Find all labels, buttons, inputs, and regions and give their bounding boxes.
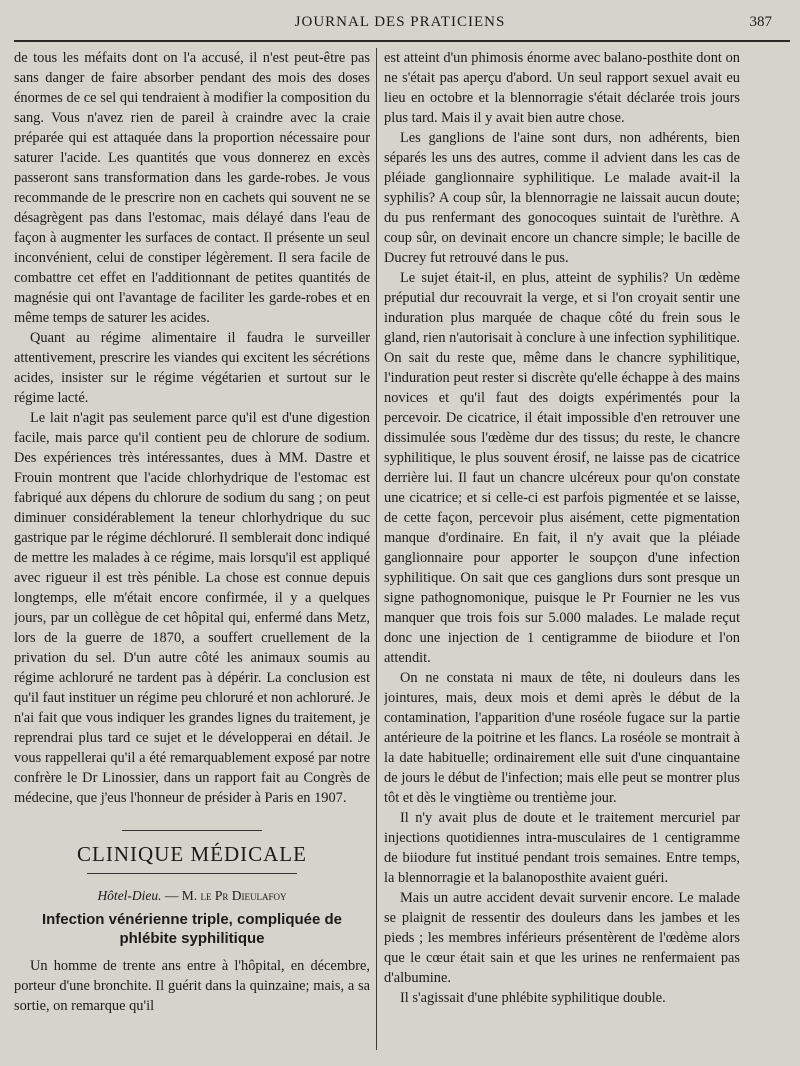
running-header bbox=[0, 14, 800, 38]
paragraph: Quant au régime alimentaire il faudra le surveiller attentivement, prescrire les viandes qui excitent les sécrétions acides, insister sur le régime végétarien et surtout sur le régime lacté. bbox=[14, 330, 370, 406]
byline-place: Hôtel-Dieu. bbox=[97, 888, 162, 903]
paragraph: de tous les méfaits dont on l'a accusé, il n'est peut-être pas sans danger de faire absorber pendant des mois des doses énormes de ce sel qui tendraient à modifier la composition du sang. Vous n'avez rien de pareil à craindre avec la craie préparée qui est attaquée dans la proportion nécessaire pour saturer l'acide. Les quantités que vous donnerez en excès passeront sans transformation dans les garde-robes. Je vous recommande de le prescrire non en cachets qui souvent ne se désagrègent pas dans l'estomac, mais délayé dans l'eau de façon à augmenter les surfaces de contact. Il présente un seul inconvénient, celui de constiper légèrement. Il sera facile de combattre cet effet en l'additionnant de petites quantités de magnésie qui ont l'avantage de faciliter les garde-robes et en même temps de saturer les acides. bbox=[14, 50, 370, 326]
paragraph: Il s'agissait d'une phlébite syphilitique double. bbox=[400, 990, 666, 1006]
paragraph: On ne constata ni maux de tête, ni douleurs dans les jointures, mais, deux mois et demi après le début de la contamination, l'apparition d'une roséole fugace sur la partie antérieure de la poitrine et les flancs. La roséole se montrait à la date habituelle; ordinairement elle suit d'une cinquantaine de jours le début de l'infection; mais elle peut se montrer plus tôt et dès le vingtième ou trentième jour. bbox=[384, 670, 740, 806]
paragraph: Mais un autre accident devait survenir encore. Le malade se plaignit de ressentir des douleurs dans les jambes et les pieds ; les membres inférieurs présentèrent de l'œdème alors que le cœur était sain et que les urines ne renfermaient pas d'albumine. bbox=[384, 890, 740, 986]
journal-title: JOURNAL DES PRATICIENS bbox=[294, 14, 506, 30]
section-title: CLINIQUE MÉDICALE bbox=[77, 842, 307, 866]
page-number: 387 bbox=[749, 14, 772, 30]
paragraph: est atteint d'un phimosis énorme avec balano-posthite dont on ne s'était pas aperçu d'abord. Un seul rapport sexuel avait eu lieu en octobre et la blennorragie s'était déclarée trois jours plus tard. Mais il y avait bien autre chose. bbox=[384, 50, 740, 126]
paragraph: Le lait n'agit pas seulement parce qu'il est d'une digestion facile, mais parce qu'il contient peu de chlorure de sodium. Des expériences très intéressantes, dues à MM. Dastre et Frouin montrent que l'acide chlorhydrique de l'estomac est fabriqué aux dépens du chlorure de sodium du sang ; on peut diminuer considérablement la teneur chlorhydrique du suc gastrique par le régime déchloruré. Il semblerait donc indiqué de mettre les malades à ce régime, mais lorsqu'il est appliqué avec rigueur il est très pénible. La chose est connue depuis longtemps, elle m'était encore confirmée, il y a quelques jours, par un collègue de cet hôpital qui, enfermé dans Metz, lors de la guerre de 1870, a souffert cruellement de la privation du sel. D'un autre côté les animaux soumis au régime achloruré ne tardent pas à dépérir. La conclusion est qu'il faut instituer un régime peu chloruré et non achloruré. Je n'ai fait que vous indiquer les grandes lignes du traitement, je reprendrai plus tard ce sujet et le développerai en détail. Je vous rappellerai qu'il a été remarquablement exposé par notre confrère le Dr Linossier, dans un rapport fait au Congrès de médecine, que j'eus l'honneur de présider à Paris en 1907. bbox=[14, 410, 370, 806]
paragraph: Le sujet était-il, en plus, atteint de syphilis? Un œdème préputial dur recouvrait la verge, et si l'on croyait sentir une induration plus marquée de chaque côté du frein sous le gland, rien n'autorisait à conclure à une infection syphilitique. On sait du reste que, même dans le chancre syphilitique, l'induration peut rester si discrète qu'elle échappe à des mains novices et qu'il faut des doigts expérimentés pour la percevoir. De cicatrice, il était impossible d'en retrouver une dissimulée sous l'œdème dur des tissus; du reste, le chancre syphilitique, le plus souvent érosif, ne laisse pas de cicatrice derrière lui. Il faut un chancre ulcéreux pour qu'on constate une cicatrice; et si celle-ci est parfois pigmentée et se laisse, de cette façon, percevoir plus aisément, cette pigmentation manque d'ordinaire. En fait, il n'y avait que la pléiade ganglionnaire pour apporter le soupçon d'une infection syphilitique. On sait que ces ganglions durs sont presque un signe pathognomonique, puisque le Pr Fournier ne les vus manquer que trois fois sur 5.000 malades. Le malade reçut donc une injection de 1 centigramme de biiodure et l'on attendit. bbox=[384, 270, 740, 666]
header-rule bbox=[14, 40, 790, 42]
paragraph: Il n'y avait plus de doute et le traitement mercuriel par injections quotidiennes intra-musculaires de 1 centigramme de biiodure fut institué pendant trois semaines. Entre temps, la blennorragie et la balanoposthite avaient guéri. bbox=[384, 810, 740, 886]
column-separator bbox=[376, 48, 377, 1050]
section-divider bbox=[87, 873, 297, 874]
article-byline bbox=[14, 886, 370, 906]
paragraph: Les ganglions de l'aine sont durs, non adhérents, bien séparés les uns des autres, comme il advient dans les cas de pléiade ganglionnaire syphilitique. Le malade avait-il la syphilis? A coup sûr, la blennorragie ne laissait aucun doute; du pus renfermant des gonocoques suintait de l'urèthre. A coup sûr, on devinait encore un chancre simple; le bacille de Ducrey fut retrouvé dans le pus. bbox=[384, 130, 740, 266]
byline-author: — M. le Pr Dieulafoy bbox=[164, 888, 287, 903]
article-title: Infection vénérienne triple, compliquée de phlébite syphilitique bbox=[41, 911, 343, 947]
right-column bbox=[384, 48, 740, 1052]
paragraph: Un homme de trente ans entre à l'hôpital, en décembre, porteur d'une bronchite. Il guérit dans la quinzaine; mais, a sa sortie, on remarque qu'il bbox=[14, 958, 370, 1014]
left-column bbox=[14, 48, 370, 1052]
section-divider bbox=[122, 830, 262, 831]
